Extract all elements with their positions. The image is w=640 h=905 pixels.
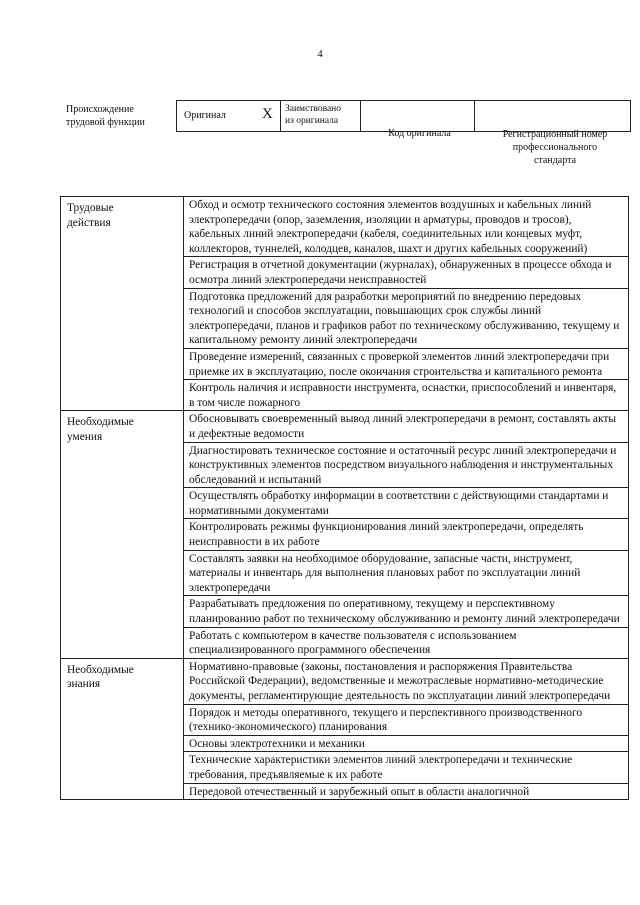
section-title-required-skills	[61, 411, 184, 659]
table-cell: Нормативно-правовые (законы, постановления и распоряжения Правительства Российской Федерации), ведомственные и межотраслевые нормативно-методические документы, регламентирующие деятельность по эксплуатации линий электропередачи	[184, 658, 629, 704]
original-cell	[177, 101, 281, 131]
section-title-line2: знания	[67, 678, 101, 691]
registration-number-cell	[475, 101, 630, 131]
original-mark: X	[262, 106, 273, 122]
section-title-line2: умения	[67, 430, 103, 443]
section-title-line2: действия	[67, 216, 111, 229]
table-row	[61, 197, 629, 257]
table-cell: Контроль наличия и исправности инструмента, оснастки, приспособлений и инвентаря, в том числе пожарного	[184, 380, 629, 411]
table-row	[61, 411, 629, 442]
table-cell: Технические характеристики элементов линий электропередачи и технические требования, предъявляемые к их работе	[184, 752, 629, 783]
table-cell: Основы электротехники и механики	[184, 735, 629, 752]
origin-label	[66, 103, 145, 129]
code-original-label: Код оригинала	[388, 128, 451, 139]
page-number: 4	[317, 48, 323, 60]
reg-label-line3: стандарта	[533, 155, 577, 166]
original-code-cell	[361, 101, 475, 131]
table-cell: Работать с компьютером в качестве пользователя с использованием специализированного программного обеспечения	[184, 627, 629, 658]
registration-number-label	[480, 128, 630, 167]
table-cell: Разрабатывать предложения по оперативному, текущему и перспективному планированию работ по техническому обслуживанию и ремонту линий электропередачи	[184, 596, 629, 627]
table-cell: Обход и осмотр технического состояния элементов воздушных и кабельных линий электропередачи (опор, заземления, изоляции и арматуры, проводов и тросов), кабельных линий электропередачи (кабеля, соединительных или концевых муфт, коллекторов, туннелей, колодцев, каналов, шахт и других кабельных сооружений)	[184, 197, 629, 257]
borrowed-line2: из оригинала	[285, 116, 339, 126]
table-cell: Передовой отечественный и зарубежный опыт в области аналогичной	[184, 783, 629, 800]
table-cell: Составлять заявки на необходимое оборудование, запасные части, инструмент, материалы и инвентарь для выполнения плановых работ по эксплуатации линий электропередачи	[184, 550, 629, 596]
section-title-line1: Необходимые	[67, 663, 134, 676]
reg-label-line1: Регистрационный номер	[502, 129, 608, 140]
section-title-required-knowledge	[61, 658, 184, 799]
section-title-line1: Необходимые	[67, 416, 134, 429]
table-row	[61, 658, 629, 704]
table-cell: Порядок и методы оперативного, текущего и перспективного производственного (технико-экономического) планирования	[184, 704, 629, 735]
reg-label-line2: профессионального	[512, 142, 598, 153]
origin-label-line1: Происхождение	[66, 104, 134, 115]
table-cell: Контролировать режимы функционирования линий электропередачи, определять неисправности в их работе	[184, 519, 629, 550]
labor-function-table	[60, 196, 629, 800]
section-title-labor-actions	[61, 197, 184, 411]
borrowed-line1: Заимствовано	[285, 104, 342, 114]
borrowed-cell	[281, 101, 361, 131]
table-cell: Диагностировать техническое состояние и остаточный ресурс линий электропередачи и конструктивных элементов посредством визуального наблюдения и инструментальных обследований и испытаний	[184, 442, 629, 488]
table-cell: Регистрация в отчетной документации (журналах), обнаруженных в процессе обхода и осмотра линий электропередачи неисправностей	[184, 257, 629, 288]
table-cell: Обосновывать своевременный вывод линий электропередачи в ремонт, составлять акты и дефектные ведомости	[184, 411, 629, 442]
table-cell: Проведение измерений, связанных с проверкой элементов линий электропередачи при приемке их в эксплуатацию, после окончания строительства и капитального ремонта	[184, 348, 629, 379]
origin-label-line2: трудовой функции	[66, 117, 145, 128]
section-title-line1: Трудовые	[67, 202, 114, 214]
original-label: Оригинал	[184, 110, 226, 121]
table-cell: Подготовка предложений для разработки мероприятий по внедрению передовых технологий и способов эксплуатации, повышающих срок службы линий электропередачи, планов и графиков работ по техническому обслуживанию, текущему и капитальному ремонту линий электропередачи	[184, 288, 629, 348]
table-cell: Осуществлять обработку информации в соответствии с действующими стандартами и нормативными документами	[184, 488, 629, 519]
